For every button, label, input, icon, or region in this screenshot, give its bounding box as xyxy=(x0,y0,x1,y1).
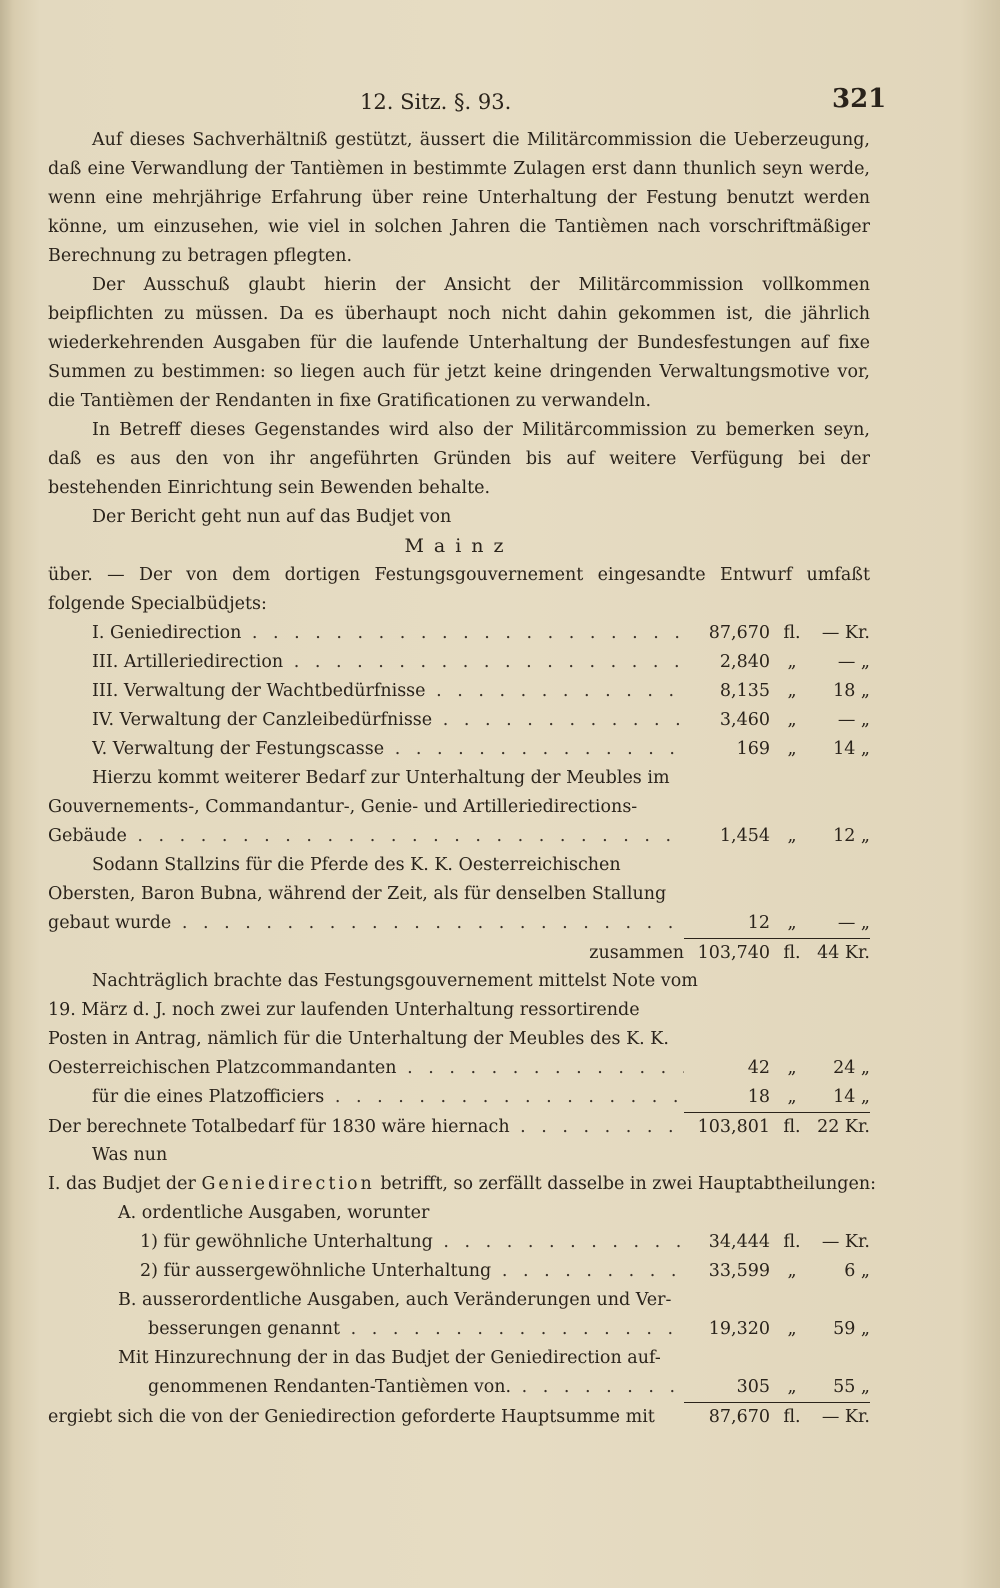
extra2-line2: Obersten, Baron Bubna, während der Zeit, als für denselben Stallung xyxy=(48,884,667,904)
genie-final-row xyxy=(48,1402,870,1431)
paragraph-4: Der Bericht geht nun auf das Budjet von xyxy=(92,507,452,527)
genie-intro-post: betrifft, so zerfällt dasselbe in zwei Hauptabtheilungen: xyxy=(380,1174,876,1194)
budget-row-amount: 87,670 xyxy=(708,623,770,643)
extra1-gulden: „ xyxy=(787,826,797,846)
extra2-gulden: „ xyxy=(787,913,797,933)
budget-row-gulden: „ xyxy=(787,710,797,730)
total-kreuzer: 44 Kr. xyxy=(814,938,870,968)
genie-a2-kreuzer: 6 „ xyxy=(844,1261,870,1281)
budget-row xyxy=(48,677,870,706)
genie-c-gulden: „ xyxy=(787,1377,797,1397)
genie-intro xyxy=(48,1170,876,1199)
budget-row-label: III. Artilleriedirection . . . xyxy=(92,648,684,677)
page-number: 321 xyxy=(832,84,887,114)
genie-a1-gulden: fl. xyxy=(783,1232,801,1252)
supplement-kreuzer-2: 14 „ xyxy=(833,1087,870,1107)
supplement-label-2: für die eines Platzofficiers . . . xyxy=(92,1083,684,1112)
budget-row-amount: 2,840 xyxy=(719,652,770,672)
genie-final-amount: 87,670 xyxy=(684,1402,770,1432)
supplement-line2: 19. März d. J. noch zwei zur laufenden Unterhaltung ressortirende xyxy=(48,1000,640,1020)
budget-row-kreuzer: 18 „ xyxy=(833,681,870,701)
budget-row-gulden: „ xyxy=(787,652,797,672)
budget-row-label: V. Verwaltung der Festungscasse . . . xyxy=(92,735,684,764)
genie-b-row xyxy=(48,1315,870,1344)
genie-final-gulden: fl. xyxy=(770,1402,814,1432)
budget-row-amount: 3,460 xyxy=(719,710,770,730)
paragraph-1: Auf dieses Sachverhältniß gestützt, äussert die Militärcommission die Ueberzeugung, daß eine Verwandlung der Tantièmen in bestimmte Zulagen erst dann thunlich seyn werde, wenn eine mehrjährige Erfahrung über reine Unterhaltung der Festung benutzt werden könne, um einzusehen, wie viel in solchen Jahren die Tantièmen nach vorschriftmäßiger Berechnung zu betragen pflegten. xyxy=(48,130,870,266)
extra1-line1: Hierzu kommt weiterer Bedarf zur Unterhaltung der Meubles im xyxy=(92,768,670,788)
section-heading-mainz: Mainz xyxy=(404,535,514,557)
budget-row-label: IV. Verwaltung der Canzleibedürfnisse . . . xyxy=(92,706,684,735)
supplement-amount-3: 103,801 xyxy=(684,1112,770,1142)
genie-final-label: ergiebt sich die von der Geniedirection geforderte Hauptsumme mit xyxy=(48,1407,655,1427)
extra1-line2: Gouvernements-, Commandantur-, Genie- und Artilleriedirections- xyxy=(48,797,638,817)
genie-a2-gulden: „ xyxy=(787,1261,797,1281)
budget-table xyxy=(48,619,876,1431)
genie-a1-kreuzer: — Kr. xyxy=(821,1232,870,1252)
budget-row xyxy=(48,735,870,764)
page-body xyxy=(48,126,876,1431)
extra2-kreuzer: — „ xyxy=(837,913,870,933)
total-label: zusammen xyxy=(589,943,684,963)
supplement-amount-1: 42 xyxy=(747,1058,770,1078)
budget-row-label: III. Verwaltung der Wachtbedürfnisse . . . xyxy=(92,677,684,706)
genie-a-label: A. ordentliche Ausgaben, worunter xyxy=(118,1203,430,1223)
supplement-row-2 xyxy=(48,1083,870,1112)
extra2-label: gebaut wurde . . . xyxy=(48,909,684,938)
supplement-amount-2: 18 xyxy=(747,1087,770,1107)
total-amount: 103,740 xyxy=(684,938,770,968)
supplement-gulden-2: „ xyxy=(787,1087,797,1107)
paragraph-3: In Betreff dieses Gegenstandes wird also der Militärcommission zu bemerken seyn, daß es aus den von ihr angeführten Gründen bis auf weitere Verfügung bei der bestehenden Einrichtung sein Bewenden behalte. xyxy=(48,420,870,498)
genie-b-line1: B. ausserordentliche Ausgaben, auch Veränderungen und Ver- xyxy=(118,1290,672,1310)
budget-row xyxy=(48,648,870,677)
genie-c-row xyxy=(48,1373,870,1402)
total-gulden: fl. xyxy=(770,938,814,968)
budget-row-kreuzer: — Kr. xyxy=(821,623,870,643)
supplement-label-3: Der berechnete Totalbedarf für 1830 wäre hiernach . . . xyxy=(48,1113,684,1142)
genie-intro-spaced: Geniedirection xyxy=(201,1174,375,1194)
supplement-gulden-3: fl. xyxy=(770,1112,814,1142)
paragraph-2: Der Ausschuß glaubt hierin der Ansicht der Militärcommission vollkommen beipflichten zu müssen. Da es überhaupt noch nicht dahin gekommen ist, die jährlich wiederkehrenden Ausgaben für die laufende Unterhaltung der Bundesfestungen auf fixe Summen zu bestimmen: so liegen auch für jetzt keine dringenden Verwaltungsmotive vor, die Tantièmen der Rendanten in fixe Gratificationen zu verwandeln. xyxy=(48,275,870,411)
budget-row-kreuzer: — „ xyxy=(837,652,870,672)
total-row xyxy=(48,938,870,967)
genie-final-kreuzer: — Kr. xyxy=(814,1402,870,1432)
supplement-line1: Nachträglich brachte das Festungsgouvernement mittelst Note vom xyxy=(92,971,698,991)
genie-a1-amount: 34,444 xyxy=(708,1232,770,1252)
genie-a1-row xyxy=(48,1228,870,1257)
extra2-line1: Sodann Stallzins für die Pferde des K. K. Oesterreichischen xyxy=(92,855,621,875)
extra2-amount: 12 xyxy=(747,913,770,933)
extra1-kreuzer: 12 „ xyxy=(833,826,870,846)
supplement-line3: Posten in Antrag, nämlich für die Unterhaltung der Meubles des K. K. xyxy=(48,1029,669,1049)
extra1-label: Gebäude . . . xyxy=(48,822,684,851)
genie-b-amount: 19,320 xyxy=(708,1319,770,1339)
genie-b-gulden: „ xyxy=(787,1319,797,1339)
genie-c-line1: Mit Hinzurechnung der in das Budjet der Geniedirection auf- xyxy=(118,1348,661,1368)
supplement-row-1 xyxy=(48,1054,870,1083)
budget-row-gulden: „ xyxy=(787,681,797,701)
supplement-label-1: Oesterreichischen Platzcommandanten . . . xyxy=(48,1054,684,1083)
extra1-amount: 1,454 xyxy=(719,826,770,846)
running-head: 12. Sitz. §. 93. xyxy=(360,90,512,114)
was-nun-line: Was nun xyxy=(92,1145,168,1165)
budget-row-gulden: „ xyxy=(787,739,797,759)
extra2-row xyxy=(48,909,870,938)
genie-a1-label: 1) für gewöhnliche Unterhaltung . . . xyxy=(140,1228,684,1257)
budget-row xyxy=(48,706,870,735)
budget-row-gulden: fl. xyxy=(783,623,801,643)
budget-row-label: I. Geniedirection . . . xyxy=(92,619,684,648)
budget-row-amount: 169 xyxy=(736,739,770,759)
supplement-kreuzer-1: 24 „ xyxy=(833,1058,870,1078)
genie-intro-pre: I. das Budjet der xyxy=(48,1174,196,1194)
genie-a2-row xyxy=(48,1257,870,1286)
genie-c-label: genommenen Rendanten-Tantièmen von. . . . xyxy=(148,1373,684,1402)
page-header xyxy=(0,84,1000,124)
genie-a2-amount: 33,599 xyxy=(708,1261,770,1281)
genie-b-kreuzer: 59 „ xyxy=(833,1319,870,1339)
budget-row-kreuzer: — „ xyxy=(837,710,870,730)
genie-b-label: besserungen genannt . . . xyxy=(148,1315,684,1344)
budget-row-kreuzer: 14 „ xyxy=(833,739,870,759)
genie-a2-label: 2) für aussergewöhnliche Unterhaltung . . . xyxy=(140,1257,684,1286)
supplement-row-3 xyxy=(48,1112,870,1141)
genie-c-kreuzer: 55 „ xyxy=(833,1377,870,1397)
supplement-kreuzer-3: 22 Kr. xyxy=(814,1112,870,1142)
budget-row-amount: 8,135 xyxy=(719,681,770,701)
genie-c-amount: 305 xyxy=(736,1377,770,1397)
paragraph-5: über. — Der von dem dortigen Festungsgouvernement eingesandte Entwurf umfaßt folgende Specialbüdjets: xyxy=(48,565,870,614)
supplement-gulden-1: „ xyxy=(787,1058,797,1078)
budget-row xyxy=(48,619,870,648)
extra1-row xyxy=(48,822,870,851)
